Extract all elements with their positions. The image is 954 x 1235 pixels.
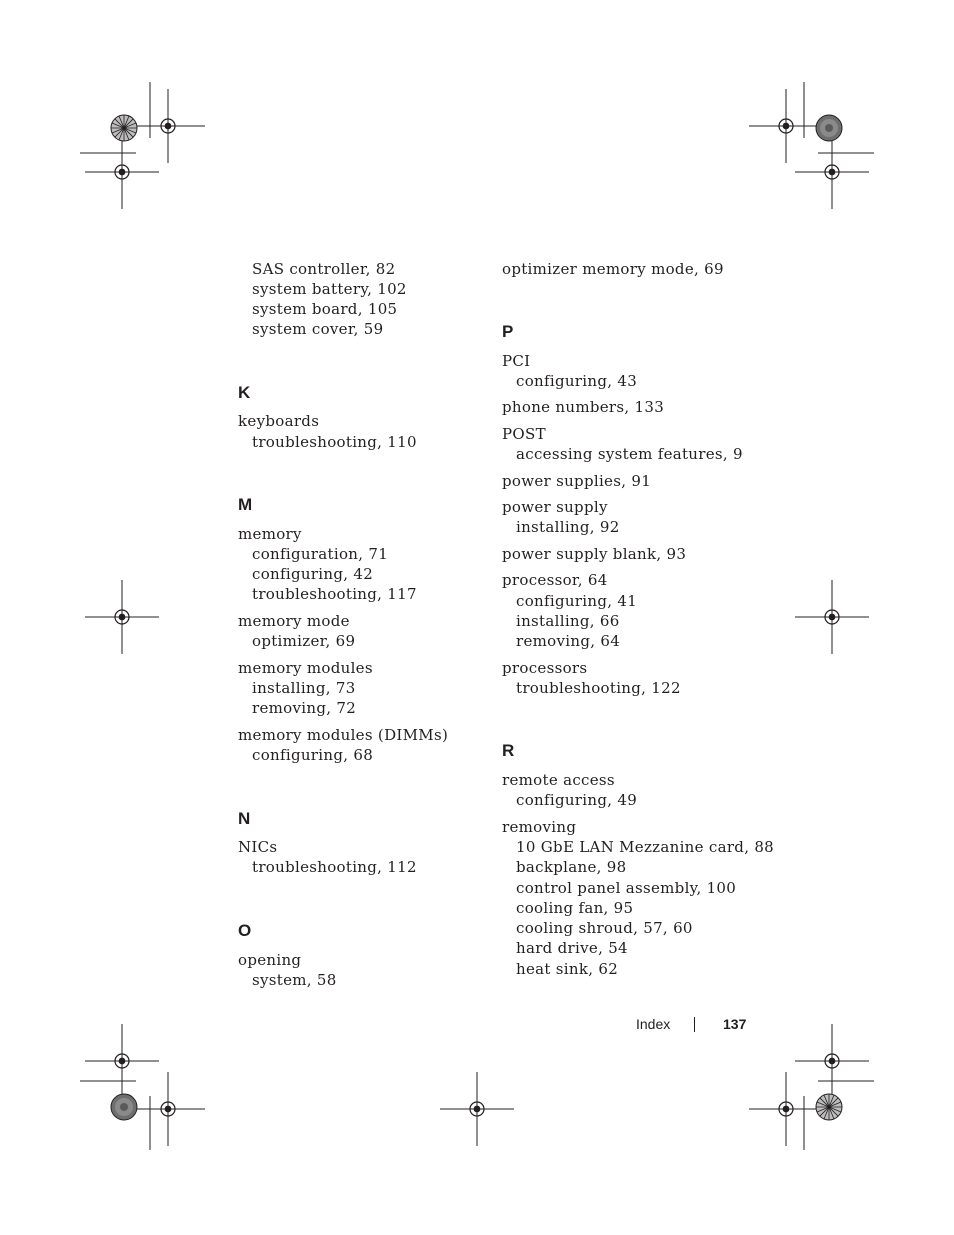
index-subentry: removing, 72	[252, 699, 357, 717]
index-subentry: configuring, 41	[516, 592, 638, 610]
index-subentry: accessing system features, 9	[516, 445, 743, 463]
index-entry: POST	[502, 425, 546, 443]
star-target	[111, 115, 137, 141]
section-letter-k: K	[238, 383, 251, 402]
index-entry: phone numbers, 133	[502, 398, 665, 416]
index-subentry: system cover, 59	[252, 320, 384, 338]
section-letter-o: O	[238, 921, 252, 940]
index-entry: keyboards	[238, 412, 320, 430]
index-entry: power supply	[502, 498, 608, 516]
index-subentry: troubleshooting, 117	[252, 585, 417, 603]
star-target	[816, 1094, 842, 1120]
index-subentry: cooling shroud, 57, 60	[516, 919, 693, 937]
index-subentry: troubleshooting, 122	[516, 679, 681, 697]
index-entry: power supplies, 91	[502, 472, 652, 490]
index-subentry: control panel assembly, 100	[516, 879, 737, 897]
star-target	[111, 1094, 137, 1120]
index-entry: optimizer memory mode, 69	[502, 260, 724, 278]
star-target	[816, 115, 842, 141]
index-subentry: configuring, 49	[516, 791, 638, 809]
registration-mark	[749, 89, 823, 163]
registration-mark	[795, 580, 869, 654]
index-entry: NICs	[238, 838, 278, 856]
index-entry: removing	[502, 818, 577, 836]
registration-mark	[131, 1072, 205, 1146]
index-subentry: troubleshooting, 110	[252, 433, 417, 451]
index-subentry: optimizer, 69	[252, 632, 356, 650]
index-entry: processor, 64	[502, 571, 608, 589]
index-subentry: troubleshooting, 112	[252, 858, 417, 876]
footer-section-label: Index	[636, 1016, 671, 1032]
index-subentry: configuring, 42	[252, 565, 374, 583]
index-entry: memory modules	[238, 659, 373, 677]
registration-mark	[795, 1024, 869, 1098]
registration-mark	[131, 89, 205, 163]
index-subentry: backplane, 98	[516, 858, 627, 876]
crop-lines	[80, 82, 874, 1150]
registration-mark	[749, 1072, 823, 1146]
index-subentry: system, 58	[252, 971, 337, 989]
index-entry: remote access	[502, 771, 615, 789]
index-subentry: configuring, 68	[252, 746, 374, 764]
index-entry: power supply blank, 93	[502, 545, 687, 563]
registration-mark	[85, 580, 159, 654]
index-subentry: 10 GbE LAN Mezzanine card, 88	[516, 838, 775, 856]
index-entry: memory mode	[238, 612, 350, 630]
page-number: 137	[723, 1016, 747, 1032]
index-subentry: installing, 92	[516, 518, 620, 536]
index-subentry: installing, 66	[516, 612, 620, 630]
index-subentry: system board, 105	[252, 300, 398, 318]
index-entry: opening	[238, 951, 302, 969]
registration-mark	[795, 135, 869, 209]
index-subentry: hard drive, 54	[516, 939, 628, 957]
index-subentry: installing, 73	[252, 679, 356, 697]
index-subentry: heat sink, 62	[516, 960, 619, 978]
index-subentry: SAS controller, 82	[252, 260, 396, 278]
index-entry: memory modules (DIMMs)	[238, 726, 449, 744]
index-subentry: configuration, 71	[252, 545, 389, 563]
index-entry: memory	[238, 525, 302, 543]
section-letter-p: P	[502, 322, 514, 341]
index-entry: PCI	[502, 352, 531, 370]
section-letter-r: R	[502, 741, 515, 760]
registration-mark	[85, 135, 159, 209]
index-subentry: removing, 64	[516, 632, 621, 650]
section-letter-m: M	[238, 495, 253, 514]
index-subentry: configuring, 43	[516, 372, 638, 390]
index-subentry: system battery, 102	[252, 280, 407, 298]
index-entry: processors	[502, 659, 588, 677]
index-subentry: cooling fan, 95	[516, 899, 634, 917]
section-letter-n: N	[238, 809, 251, 828]
registration-mark	[440, 1072, 514, 1146]
registration-mark	[85, 1024, 159, 1098]
